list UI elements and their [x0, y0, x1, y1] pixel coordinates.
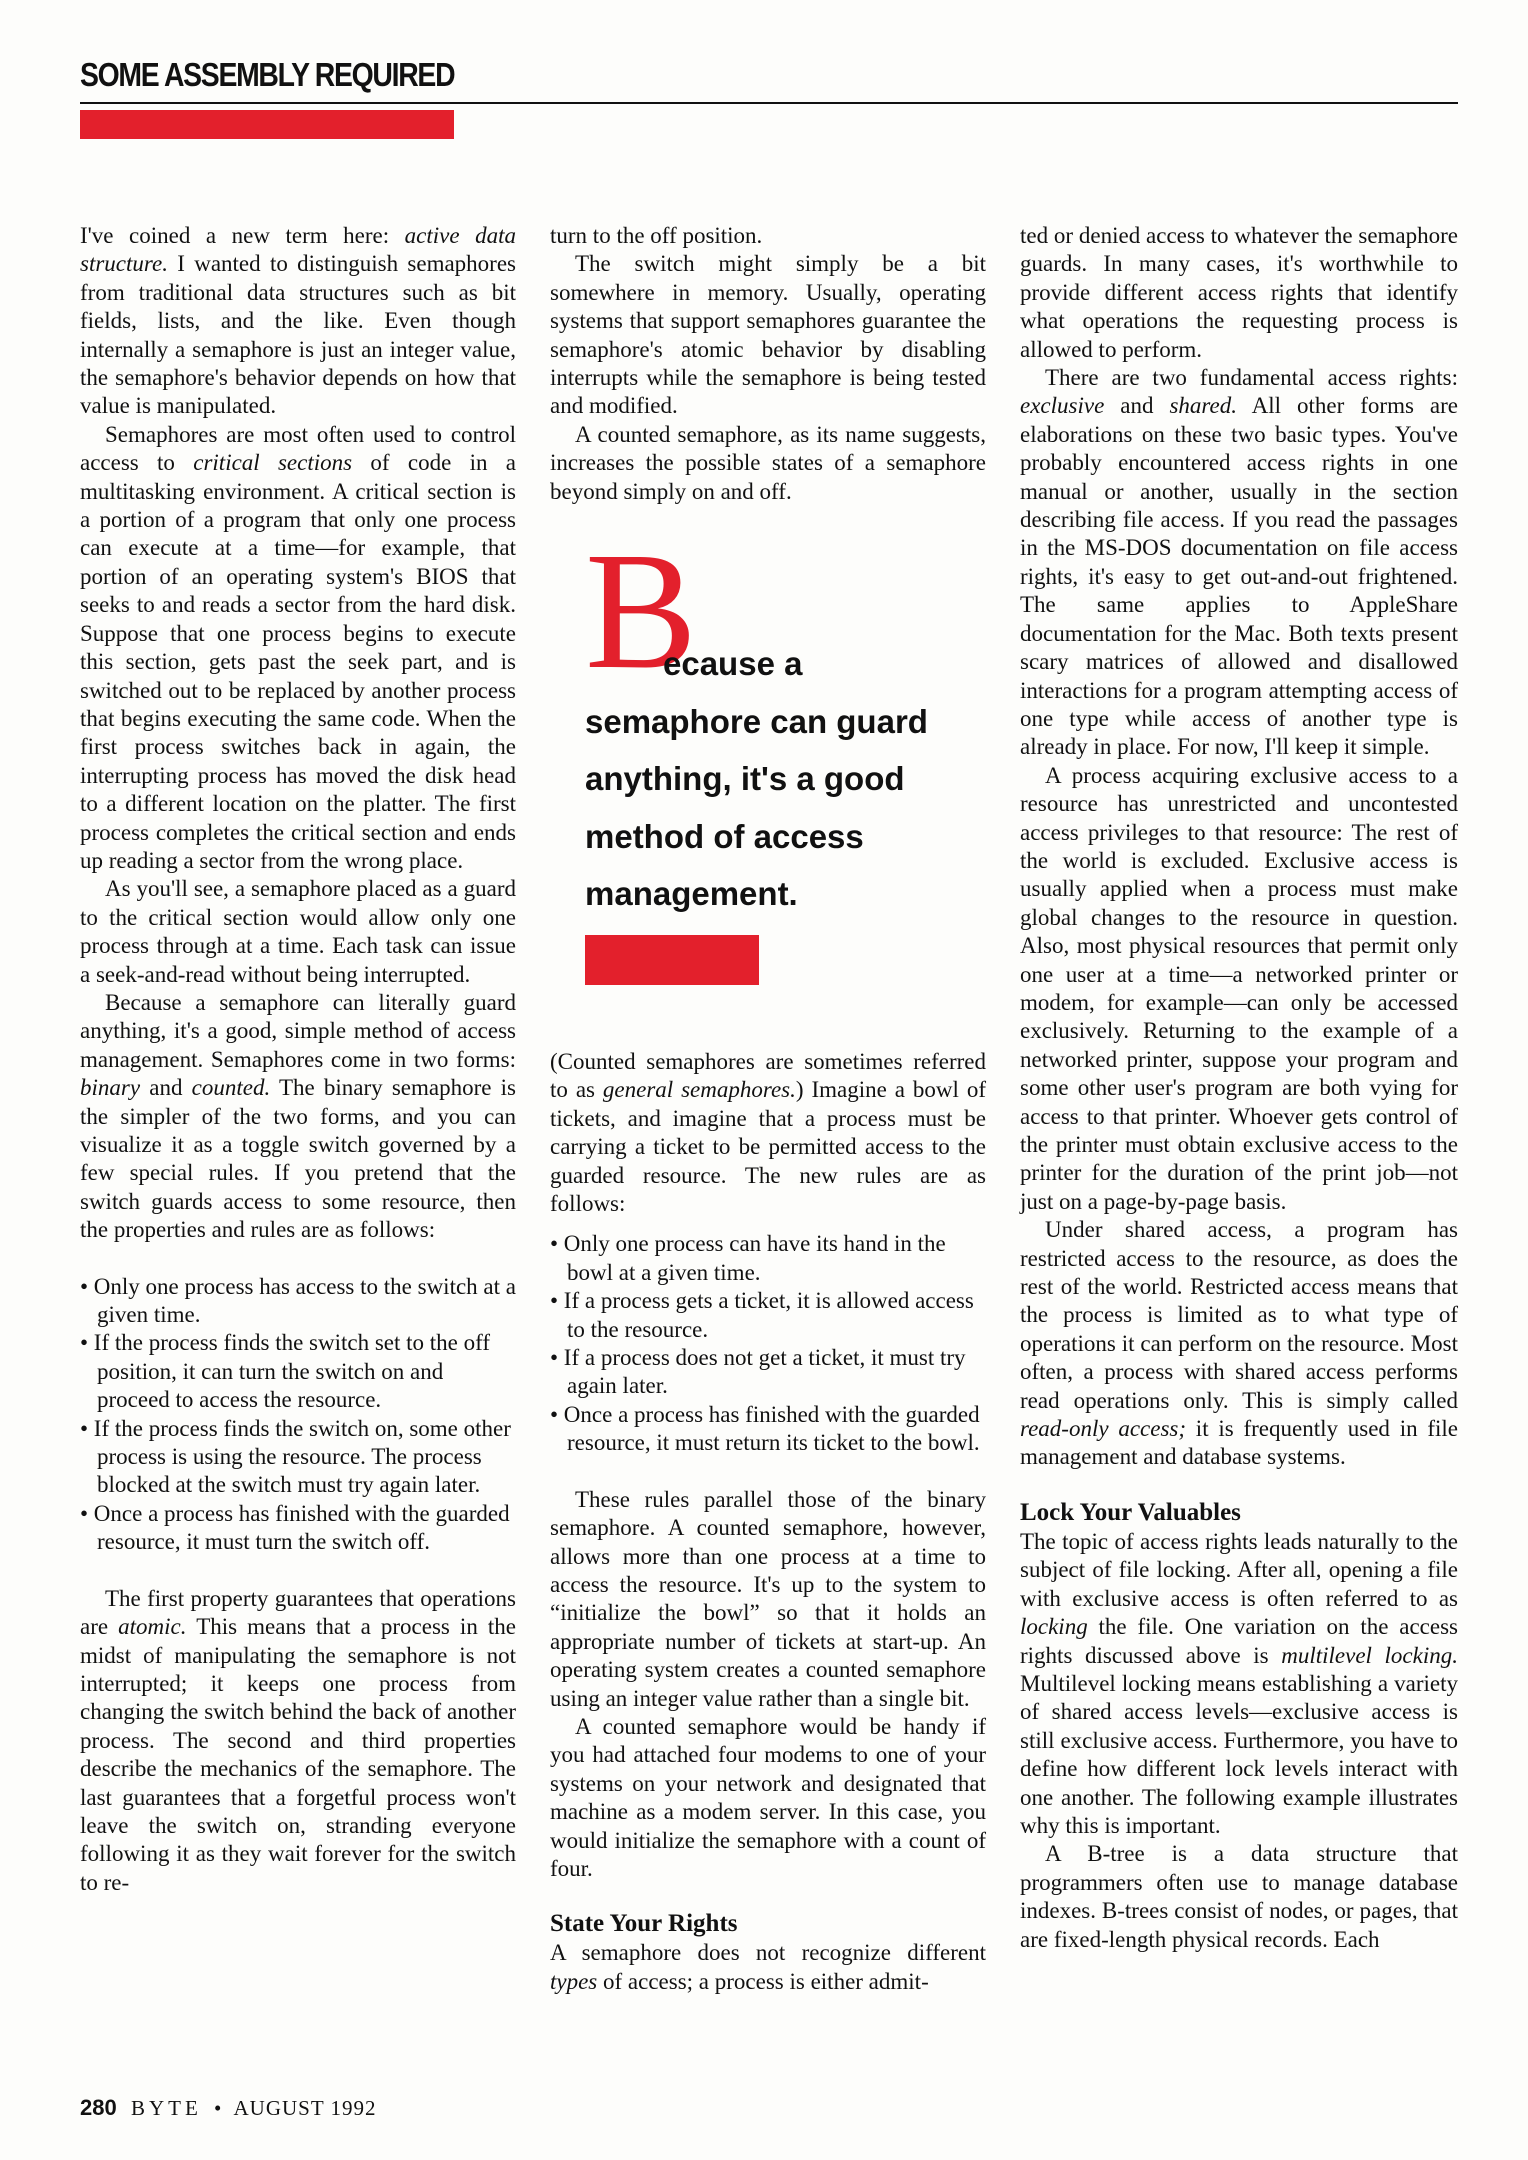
list-item: • If the process finds the switch set to the off position, it can turn the switch on and proceed to access the resource.: [80, 1330, 491, 1413]
pull-quote: [585, 518, 985, 985]
list-item: • Once a process has finished with the guarded resource, it must turn the switch off.: [80, 1500, 510, 1555]
paragraph: A counted semaphore would be handy if you had attached four modems to one of your systems on your network and designated that machine as a modem server. In this case, you would initialize the semaphore with a count of four.: [550, 1713, 986, 1881]
list-item: • If a process gets a ticket, it is allowed access to the resource.: [550, 1288, 974, 1342]
subheading: State Your Rights: [550, 1910, 738, 1938]
header-rule: [80, 102, 1458, 104]
list-item: • Once a process has finished with the guarded resource, it must return its ticket to the bowl.: [550, 1401, 980, 1456]
column-2-top: [550, 222, 986, 506]
paragraph: As you'll see, a semaphore placed as a guard to the critical section would allow only one process through at a time. Each task can issue a seek-and-read without being interrupted.: [80, 876, 516, 987]
column-2-bottom: [550, 1048, 986, 1996]
subheading: Lock Your Valuables: [1020, 1498, 1241, 1526]
paragraph: There are two fundamental access rights: exclusive and shared. All other forms are elaborations on these two basic types. You've probably encountered access rights in one manual or another, usually in the section describing file access. If you read the passages in the MS-DOS documentation on file access rights, it's easy to get out-and-out frightened. The same applies to AppleShare documentation for the Mac. Both texts present scary matrices of allowed and disallowed interactions for a program attempting access of one type while access of another type is already in place. For now, I'll keep it simple.: [1020, 365, 1458, 760]
list-item: • If the process finds the switch on, some other process is using the resource. The process blocked at the switch must try again later.: [80, 1415, 511, 1498]
paragraph: A B-tree is a data structure that programmers often use to manage database indexes. B-trees consist of nodes, or pages, that are fixed-length physical records. Each: [1020, 1841, 1458, 1952]
column-3: [1020, 222, 1458, 1954]
section-title: SOME ASSEMBLY REQUIRED: [80, 56, 455, 93]
rules-list: [550, 1230, 986, 1457]
magazine-name: BYTE: [130, 2096, 202, 2120]
paragraph: Because a semaphore can literally guard anything, it's a good, simple method of access management. Semaphores come in two forms: binary and counted. The binary semaphore is the simpler of the two forms, and you can visualize it as a toggle switch governed by a few special rules. If you pretend that the switch guards access to some resource, then the properties and rules are as follows:: [80, 989, 516, 1243]
paragraph: A counted semaphore, as its name suggests, increases the possible states of a semaphore beyond simply on and off.: [550, 421, 986, 504]
paragraph: Semaphores are most often used to control access to critical sections of code in a multitasking environment. A critical section is a portion of a program that only one process can execute at a time—for example, that portion of an operating system's BIOS that seeks to and reads a sector from the hard disk. Suppose that one process begins to execute this section, gets past the seek part, and is switched out to be replaced by another process that begins executing the same code. When the first process switches back in again, the interrupting process has moved the disk head to a different location on the platter. The first process completes the critical section and ends up reading a sector from the wrong place.: [80, 421, 516, 873]
paragraph: (Counted semaphores are sometimes referred to as general semaphores.) Imagine a bowl of tickets, and imagine that a process must be carrying a ticket to be permitted access to the guarded resource. The new rules are as follows:: [550, 1049, 986, 1217]
paragraph: A semaphore does not recognize different types of access; a process is either admit-: [550, 1940, 986, 1994]
paragraph: Under shared access, a program has restricted access to the resource, as does the rest of the world. Restricted access means that the process is limited as to what type of operations it can perform on the resource. Most often, a process with shared access performs read operations only. This is simply called read-only access; it is frequently used in file management and database systems.: [1020, 1217, 1458, 1470]
paragraph: ted or denied access to whatever the semaphore guards. In many cases, it's worthwhile to provide different access rights that identify what operations the requesting process is allowed to perform.: [1020, 223, 1458, 362]
pull-quote-text: ecause a semaphore can guard anything, it's a good method of access management.: [585, 645, 928, 912]
issue-date: AUGUST 1992: [233, 2096, 377, 2120]
rules-list: [80, 1273, 516, 1557]
paragraph: The topic of access rights leads naturally to the subject of file locking. After all, opening a file with exclusive access is often referred to as locking the file. One variation on the access rights discussed above is multilevel locking. Multilevel locking means establishing a variety of shared access levels—exclusive access is still exclusive access. Furthermore, you have to define how different lock levels interact with one another. The following example illustrates why this is important.: [1020, 1528, 1458, 1838]
drop-cap: B: [585, 518, 698, 704]
list-item: • Only one process has access to the switch at a given time.: [80, 1273, 516, 1328]
footer-separator: •: [214, 2096, 223, 2120]
paragraph: A process acquiring exclusive access to a resource has unrestricted and uncontested access privileges to that resource: The rest of the world is excluded. Exclusive access is usually applied when a process must make global changes to the resource in question. Also, most physical resources that permit only one user at a time—a networked printer or modem, for example—can only be accessed exclusively. Returning to the example of a networked printer, suppose your program and some other user's program are both vying for access to that printer. Whoever gets control of the printer must obtain exclusive access to the printer for the duration of the print job—not just on a page-by-page basis.: [1020, 762, 1458, 1214]
column-1: [80, 222, 516, 1897]
paragraph: The first property guarantees that operations are atomic. This means that a process in the midst of manipulating the semaphore is not interrupted; it keeps one process from changing the switch behind the back of another process. The second and third properties describe the mechanics of the semaphore. The last guarantees that a forgetful process won't leave the switch on, stranding everyone following it as they wait forever for the switch to re-: [80, 1585, 517, 1895]
paragraph: I've coined a new term here: active data structure. I wanted to distinguish semaphores from traditional data structures such as bit fields, lists, and the like. Even though internally a semaphore is just an integer value, the semaphore's behavior depends on how that value is manipulated.: [80, 223, 517, 419]
list-item: • Only one process can have its hand in the bowl at a given time.: [550, 1231, 946, 1285]
list-item: • If a process does not get a ticket, it must try again later.: [550, 1345, 966, 1399]
pull-quote-accent-bar: [585, 935, 759, 985]
paragraph: The switch might simply be a bit somewhere in memory. Usually, operating systems that support semaphores guarantee the semaphore's atomic behavior by disabling interrupts while the semaphore is being tested and modified.: [550, 251, 986, 419]
page-number: 280: [80, 2095, 117, 2120]
header-accent-bar: [80, 110, 454, 139]
paragraph: These rules parallel those of the binary semaphore. A counted semaphore, however, allows more than one process at a time to access the resource. It's up to the system to “initialize the bowl” so that it holds an appropriate number of tickets at start-up. An operating system creates a counted semaphore using an integer value rather than a single bit.: [550, 1486, 986, 1711]
paragraph: turn to the off position.: [550, 223, 763, 248]
page-footer: [80, 2095, 377, 2121]
